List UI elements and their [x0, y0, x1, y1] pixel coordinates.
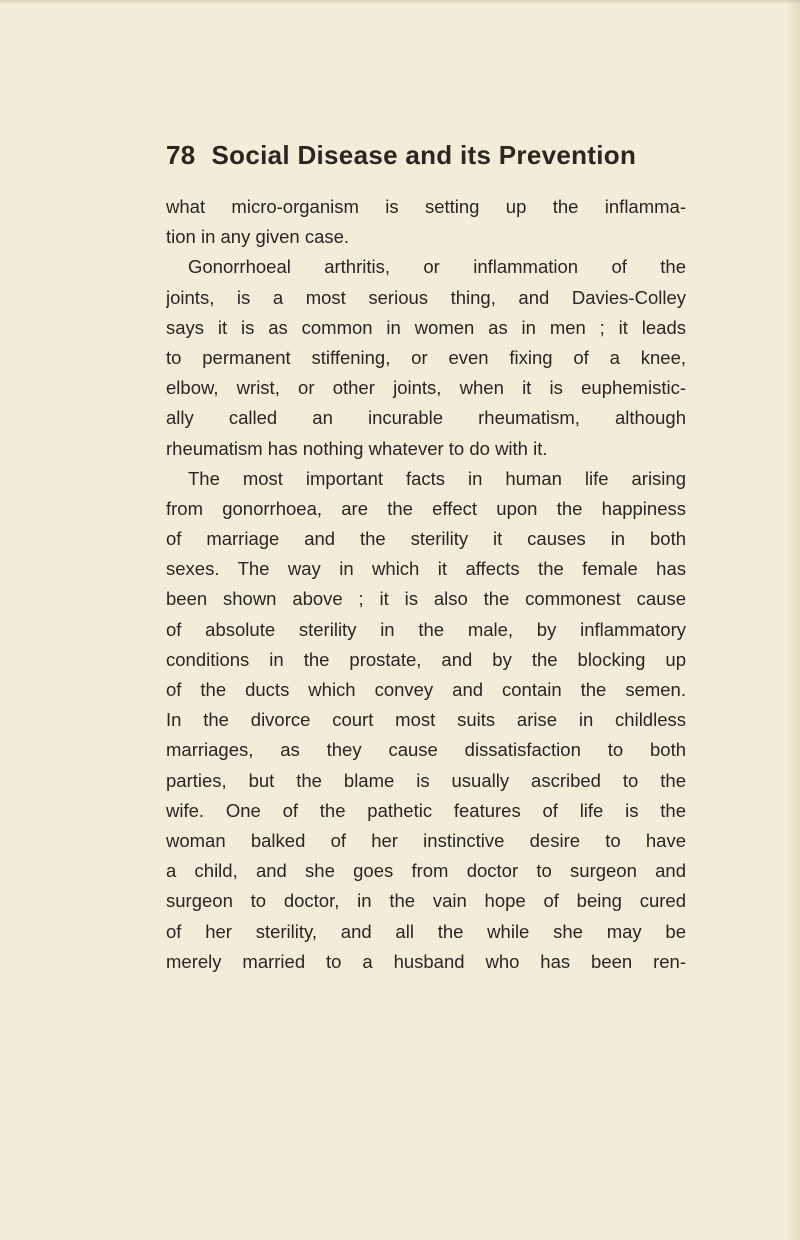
text-line: woman balked of her instinctive desire to have — [166, 829, 686, 851]
body-text — [166, 192, 686, 977]
page-edge-shadow — [786, 0, 800, 1240]
page-number: 78 — [166, 140, 196, 170]
text-line: sexes. The way in which it affects the female has — [166, 558, 686, 580]
text-line: Gonorrhoeal arthritis, or inflammation of the — [188, 256, 686, 278]
text-line: says it is as common in women as in men ; it leads — [166, 316, 686, 338]
text-line: rheumatism has nothing whatever to do with it. — [166, 437, 548, 459]
text-line: marriages, as they cause dissatisfaction to both — [166, 739, 686, 761]
text-line: The most important facts in human life arising — [188, 467, 686, 489]
running-header — [166, 140, 686, 180]
text-line: merely married to a husband who has been ren- — [166, 950, 686, 972]
text-line: parties, but the blame is usually ascribed to the — [166, 769, 686, 791]
text-line: been shown above ; it is also the commonest cause — [166, 588, 686, 610]
text-line: ally called an incurable rheumatism, although — [166, 407, 686, 429]
page-top-edge — [0, 0, 800, 4]
text-line: of the ducts which convey and contain the semen. — [166, 679, 686, 700]
text-line: what micro-organism is setting up the inflamma- — [166, 196, 686, 217]
text-line: elbow, wrist, or other joints, when it is euphemistic- — [166, 377, 686, 399]
text-line: from gonorrhoea, are the effect upon the happiness — [166, 497, 686, 519]
running-title: Social Disease and its Prevention — [211, 140, 637, 170]
text-line: joints, is a most serious thing, and Davies-Colley — [166, 286, 686, 308]
text-line: of her sterility, and all the while she may be — [166, 920, 686, 942]
text-line: to permanent stiffening, or even fixing of a knee, — [166, 346, 686, 368]
text-line: conditions in the prostate, and by the blocking up — [166, 648, 686, 670]
text-line: tion in any given case. — [166, 226, 350, 248]
text-line: of marriage and the sterility it causes in both — [166, 528, 686, 550]
text-line: surgeon to doctor, in the vain hope of being cured — [166, 890, 686, 912]
text-line: of absolute sterility in the male, by inflammatory — [166, 618, 686, 640]
text-line: In the divorce court most suits arise in childless — [166, 709, 686, 731]
text-line: wife. One of the pathetic features of life is the — [166, 799, 686, 821]
text-line: a child, and she goes from doctor to surgeon and — [166, 860, 686, 882]
